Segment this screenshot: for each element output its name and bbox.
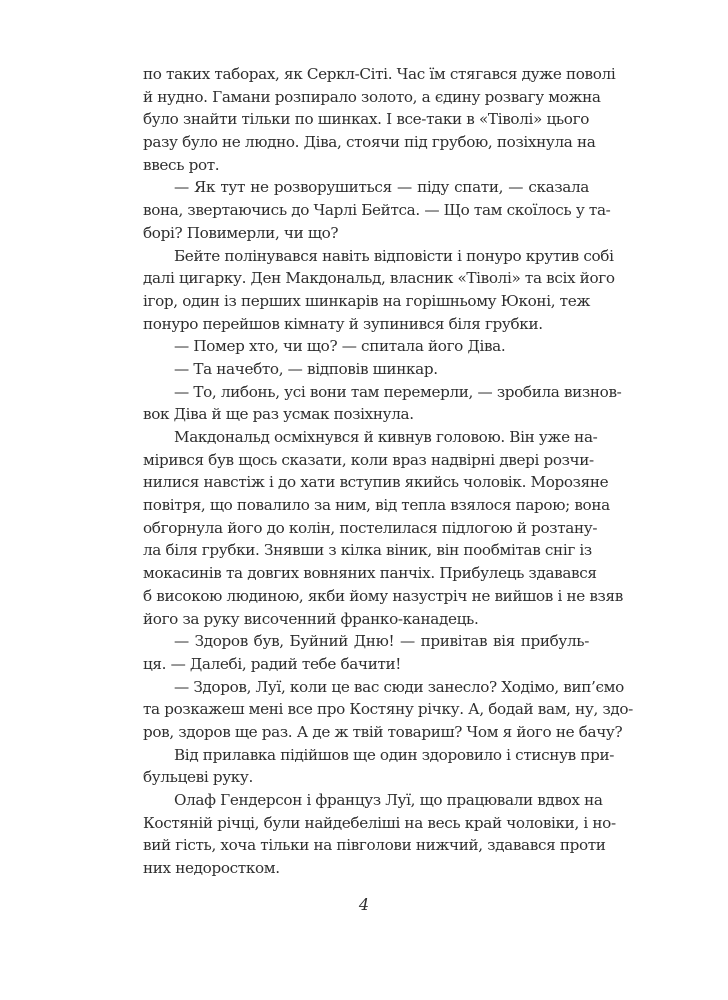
- text-line: б високою людиною, якби йому назустріч не вийшов і не взяв: [143, 586, 623, 605]
- text-line: Макдональд осміхнувся й кивнув головою. Він уже на-: [174, 428, 598, 446]
- text-line: далі цигарку. Ден Макдональд, власник «Тіволі» та всіх його: [143, 269, 615, 288]
- text-line: борі? Повимерли, чи що?: [143, 223, 339, 242]
- text-line: — Здоров, Луї, коли це вас сюди занесло? Ходімо, вип’ємо: [174, 677, 624, 696]
- text-line: нилися навстіж і до хати вступив якийсь чоловік. Морозяне: [143, 473, 609, 492]
- text-line: та розкажеш мені все про Костяну річку. А, бодай вам, ну, здо-: [143, 700, 633, 719]
- text-line: понуро перейшов кімнату й зупинився біля грубки.: [143, 314, 543, 333]
- text-line: них недоростком.: [143, 859, 280, 878]
- text-line: Олаф Гендерсон і француз Луї, що працювали вдвох на: [174, 791, 603, 809]
- text-line: ров, здоров ще раз. А де ж твій товариш? Чом я його не бачу?: [143, 722, 623, 741]
- text-line: мокасинів та довгих вовняних панчіх. Прибулець здавався: [143, 564, 597, 583]
- page-text: [143, 63, 633, 880]
- text-line: обгорнула його до колін, постелилася підлогою й розтану-: [143, 518, 598, 537]
- text-line: разу було не людно. Діва, стоячи під грубою, позіхнула на: [143, 133, 596, 152]
- text-line: ввесь рот.: [143, 155, 220, 174]
- text-line: повітря, що повалило за ним, від тепла взялося парою; вона: [143, 496, 610, 515]
- text-line: вона, звертаючись до Чарлі Бейтса. — Що там скоїлось у та-: [143, 201, 611, 220]
- text-line: вок Діва й ще раз усмак позіхнула.: [143, 405, 414, 424]
- text-line: ла біля грубки. Знявши з кілка віник, він пообмітав сніг із: [143, 541, 592, 560]
- text-line: вий гість, хоча тільки на півголови нижчий, здавався проти: [143, 836, 606, 855]
- text-line: — Здоров був, Буйний Дню! — привітав вія прибуль-: [174, 632, 589, 651]
- text-line: бульцеві руку.: [143, 768, 254, 787]
- text-line: Від прилавка підійшов ще один здоровило і стиснув при-: [174, 745, 615, 764]
- text-line: Бейте полінувався навіть відповісти і понуро крутив собі: [174, 246, 614, 265]
- text-line: — То, либонь, усі вони там перемерли, — зробила визнов-: [174, 382, 622, 401]
- text-line: його за руку височенний франко-канадець.: [143, 609, 479, 628]
- text-line: — Як тут не розворушиться — піду спати, — сказала: [174, 178, 589, 197]
- text-line: — Та начебто, — відповів шинкар.: [174, 359, 438, 378]
- text-line: по таких таборах, як Серкл-Сіті. Час їм стягався дуже поволі: [143, 65, 616, 83]
- text-line: мірився був щось сказати, коли враз надвірні двері розчи-: [143, 450, 594, 469]
- text-line: було знайти тільки по шинках. І все-таки в «Тіволі» цього: [143, 110, 589, 129]
- page-number: 4: [358, 895, 370, 914]
- text-line: — Помер хто, чи що? — спитала його Діва.: [174, 337, 506, 356]
- text-line: ця. — Далебі, радий тебе бачити!: [143, 654, 402, 673]
- text-line: й нудно. Гамани розпирало золото, а єдину розвагу можна: [143, 87, 601, 106]
- text-line: Костяній річці, були найдебеліші на весь край чоловіки, і но-: [143, 813, 616, 832]
- text-line: ігор, один із перших шинкарів на горішньому Юконі, теж: [143, 291, 590, 310]
